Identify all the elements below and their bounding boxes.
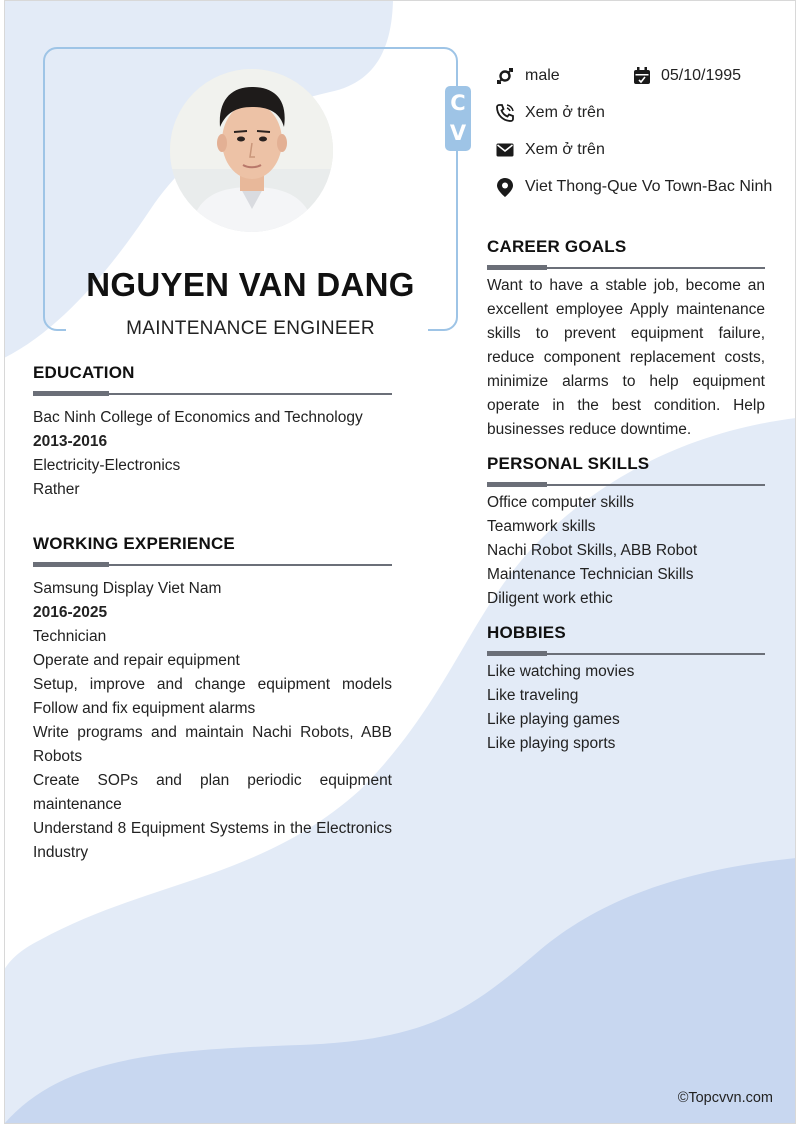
education-section xyxy=(33,363,392,502)
experience-heading: WORKING EXPERIENCE xyxy=(33,534,235,553)
calendar-icon xyxy=(632,66,652,86)
skill-item: Nachi Robot Skills, ABB Robot xyxy=(487,542,698,559)
skill-item: Office computer skills xyxy=(487,494,635,511)
education-heading: EDUCATION xyxy=(33,363,135,382)
skill-item: Teamwork skills xyxy=(487,518,596,535)
education-grade: Rather xyxy=(33,481,80,498)
experience-duties xyxy=(33,649,392,865)
hobby-item: Like traveling xyxy=(487,687,579,704)
avatar xyxy=(170,69,333,232)
skill-item: Maintenance Technician Skills xyxy=(487,566,694,583)
duty-item: Create SOPs and plan periodic equipment maintenance xyxy=(33,772,392,813)
duty-item: Understand 8 Equipment Systems in the Electronics Industry xyxy=(33,820,392,861)
experience-company: Samsung Display Viet Nam xyxy=(33,580,222,597)
phone-icon xyxy=(495,103,515,123)
contact-birthdate xyxy=(632,66,741,86)
experience-period: 2016-2025 xyxy=(33,604,108,621)
hobby-item: Like watching movies xyxy=(487,663,635,680)
experience-role: Technician xyxy=(33,628,107,645)
duty-item: Operate and repair equipment xyxy=(33,652,240,669)
candidate-name: NGUYEN VAN DANG xyxy=(86,266,415,303)
personal-skills-section xyxy=(487,454,765,611)
email-value: Xem ở trên xyxy=(525,141,605,158)
section-divider xyxy=(487,482,765,488)
duty-item: Setup, improve and change equipment models Follow and fix equipment alarms xyxy=(33,676,392,717)
phone-value: Xem ở trên xyxy=(525,104,605,121)
gender-value: male xyxy=(525,67,560,84)
contact-phone xyxy=(495,103,605,123)
job-title: MAINTENANCE ENGINEER xyxy=(126,318,375,339)
career-goals-section xyxy=(487,237,765,442)
address-value: Viet Thong-Que Vo Town-Bac Ninh xyxy=(525,178,773,195)
hobby-item: Like playing sports xyxy=(487,735,616,752)
hobbies-list xyxy=(487,660,765,756)
contact-gender xyxy=(495,66,560,86)
duty-item: Write programs and maintain Nachi Robots, ABB Robots xyxy=(33,724,392,765)
section-divider xyxy=(487,651,765,657)
career-goals-text: Want to have a stable job, become an excellent employee Apply maintenance skills to prevent equipment failure, reduce component replacement costs, minimize alarms to help equipment operate in the best condition. Help businesses reduce downtime. xyxy=(487,277,765,438)
hobbies-section xyxy=(487,623,765,756)
experience-section xyxy=(33,534,392,865)
contact-email xyxy=(495,140,605,160)
career-goals-heading: CAREER GOALS xyxy=(487,237,627,256)
education-major: Electricity-Electronics xyxy=(33,457,181,474)
location-icon xyxy=(495,177,515,197)
section-divider xyxy=(33,391,392,397)
cv-badge-letter: V xyxy=(449,121,467,145)
gender-icon xyxy=(495,66,515,86)
section-divider xyxy=(487,265,765,271)
personal-skills-heading: PERSONAL SKILLS xyxy=(487,454,650,473)
education-period: 2013-2016 xyxy=(33,433,108,450)
portrait-photo xyxy=(170,69,333,232)
copyright-footer: ©Topcvvn.com xyxy=(677,1090,773,1106)
hobby-item: Like playing games xyxy=(487,711,620,728)
cv-badge xyxy=(445,86,471,151)
education-school: Bac Ninh College of Economics and Technology xyxy=(33,409,363,426)
section-divider xyxy=(33,562,392,568)
hobbies-heading: HOBBIES xyxy=(487,623,566,642)
contact-address xyxy=(495,177,772,197)
cv-badge-letter: C xyxy=(450,91,466,115)
birthdate-value: 05/10/1995 xyxy=(661,67,742,84)
skill-item: Diligent work ethic xyxy=(487,590,613,607)
personal-skills-list xyxy=(487,491,765,611)
mail-icon xyxy=(495,140,515,160)
